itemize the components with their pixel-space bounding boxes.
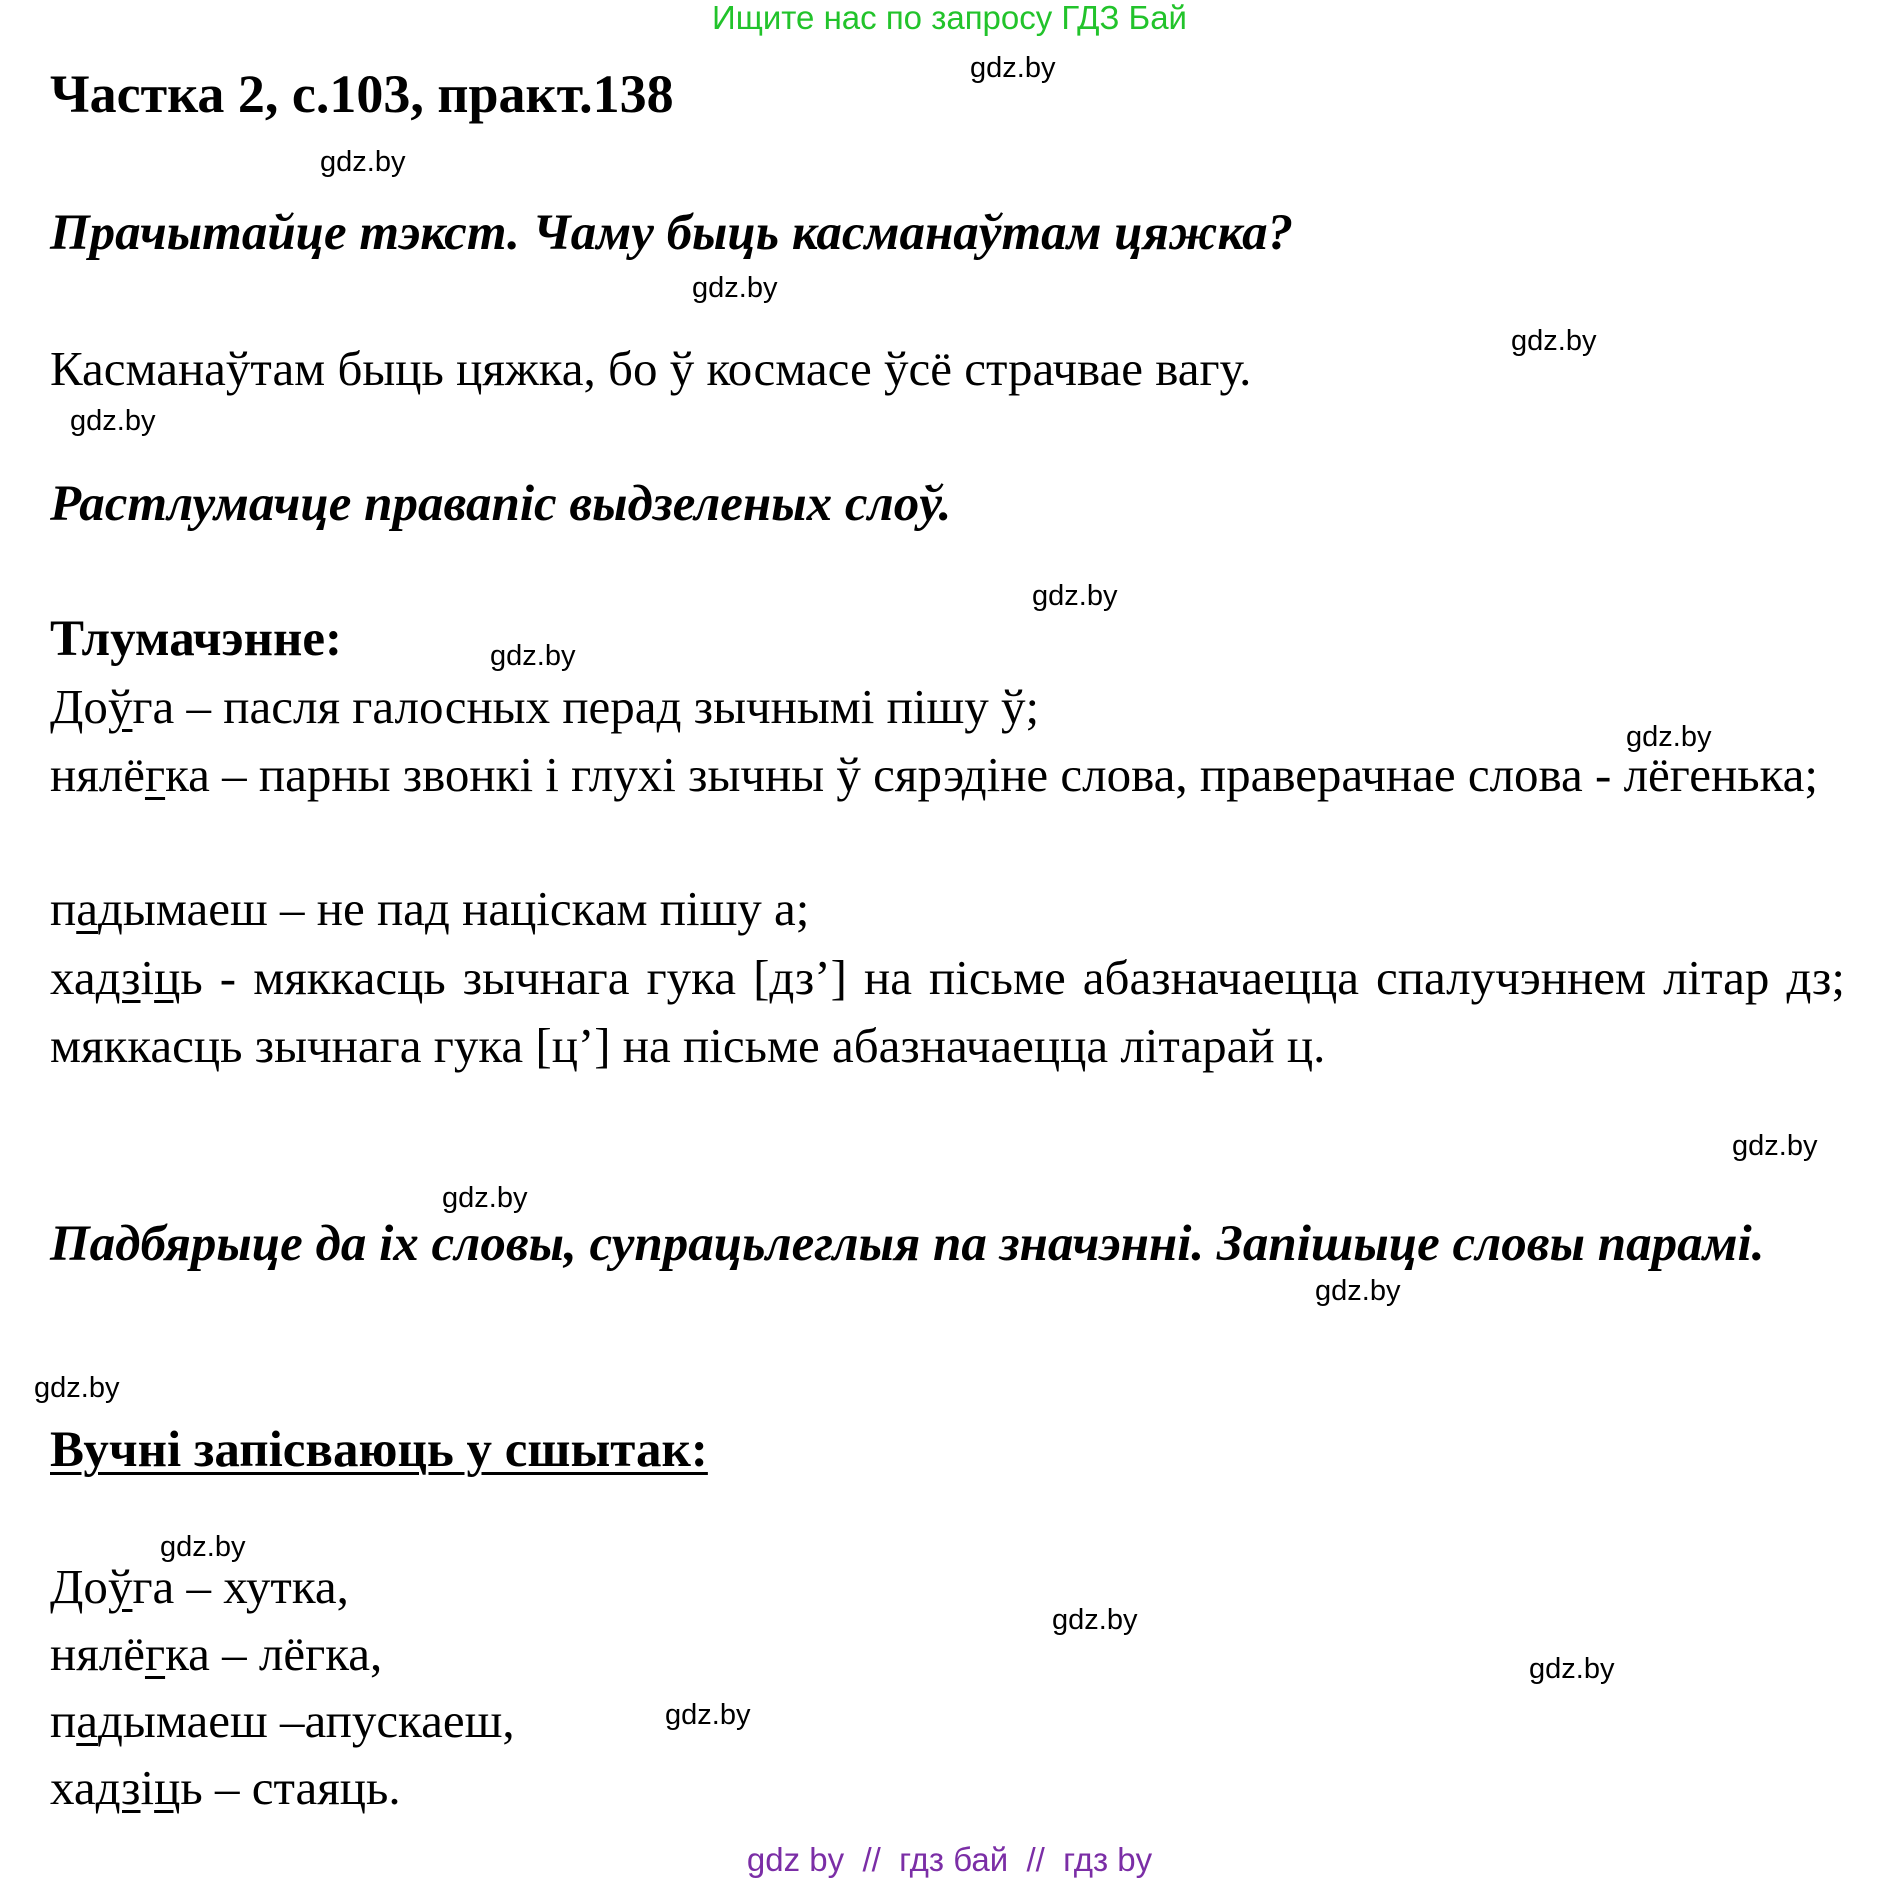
line-rest: дымаеш – не пад націскам пішу а; <box>97 881 810 936</box>
watermark: gdz.by <box>320 146 406 178</box>
line-rest: ка – парны звонкі і глухі зычны ў сярэдіне слова, праверачнае слова - лёгенька; <box>165 747 1818 802</box>
word-prefix: ха <box>50 950 96 1005</box>
highlighted-letter: ў <box>107 1559 133 1614</box>
highlighted-letter: а <box>76 881 98 936</box>
highlighted-letter: ц <box>154 1760 181 1815</box>
line-rest: ь – стаяць. <box>180 1760 401 1815</box>
word-prefix: п <box>50 881 77 936</box>
word-prefix: п <box>50 1693 77 1748</box>
highlighted-letter: г <box>144 1626 166 1681</box>
watermark: gdz.by <box>442 1182 528 1214</box>
task-1-heading: Прачытайце тэкст. Чаму быць касманаўтам цяжка? <box>50 205 1294 261</box>
explanation-label: Тлумачэнне: <box>50 611 342 667</box>
explanation-paragraph-2 <box>50 741 1845 809</box>
top-banner[interactable]: Ищите нас по запросу ГДЗ Бай <box>712 0 1187 36</box>
watermark: gdz.by <box>490 640 576 672</box>
highlighted-letter: а <box>76 1693 98 1748</box>
word-prefix: нялё <box>50 747 145 802</box>
pair-line-4 <box>50 1755 401 1821</box>
line-rest: ь - мяккасць зычнага гука [дз’] на пісьме абазначаецца спалучэннем літар дз; мяккасць зычнага гука [ц’] на пісьме абазначаецца літарай ц. <box>50 950 1845 1073</box>
word-prefix: ха <box>50 1760 96 1815</box>
line-rest: га – хутка, <box>132 1559 349 1614</box>
watermark: gdz.by <box>160 1531 246 1563</box>
watermark: gdz.by <box>970 52 1056 84</box>
line-rest: ка – лёгка, <box>165 1626 383 1681</box>
answer-1-text: Касманаўтам быць цяжка, бо ў космасе ўсё страчвае вагу. <box>50 341 1252 396</box>
watermark: gdz.by <box>1032 580 1118 612</box>
watermark: gdz.by <box>34 1372 120 1404</box>
highlighted-letters: дз <box>95 950 141 1005</box>
line-rest: га – пасля галосных перад зычнымі пішу ў; <box>132 679 1040 734</box>
watermark: gdz.by <box>665 1699 751 1731</box>
word-prefix: До <box>50 679 108 734</box>
line-rest: дымаеш –апускаеш, <box>97 1693 515 1748</box>
pair-line-3 <box>50 1688 515 1754</box>
explanation-line-3 <box>50 876 809 942</box>
watermark: gdz.by <box>692 272 778 304</box>
watermark: gdz.by <box>70 405 156 437</box>
task-2-heading: Растлумачце правапіс выдзеленых слоў. <box>50 476 952 532</box>
footer-links[interactable]: gdz by // гдз бай // гдз by <box>746 1841 1153 1878</box>
highlighted-letters: дз <box>95 1760 141 1815</box>
highlighted-letter: ў <box>107 679 133 734</box>
watermark: gdz.by <box>1511 325 1597 357</box>
explanation-line-1 <box>50 674 1039 740</box>
word-middle: і <box>140 950 155 1005</box>
watermark: gdz.by <box>1315 1275 1401 1307</box>
watermark: gdz.by <box>1529 1653 1615 1685</box>
word-middle: і <box>140 1760 155 1815</box>
highlighted-letter: г <box>144 747 166 802</box>
word-prefix: нялё <box>50 1626 145 1681</box>
notebook-label: Вучні запісваюць у сшытак: <box>50 1422 708 1478</box>
watermark: gdz.by <box>1732 1130 1818 1162</box>
watermark: gdz.by <box>1626 721 1712 753</box>
page-title: Частка 2, с.103, практ.138 <box>50 64 674 124</box>
pair-line-2 <box>50 1621 382 1687</box>
highlighted-letter: ц <box>154 950 181 1005</box>
pair-line-1 <box>50 1554 349 1620</box>
task-3-heading: Падбярыце да іх словы, супрацьлеглыя па значэнні. Запішыце словы парамі. <box>50 1216 1765 1272</box>
explanation-paragraph-4 <box>50 944 1845 1079</box>
watermark: gdz.by <box>1052 1604 1138 1636</box>
word-prefix: До <box>50 1559 108 1614</box>
